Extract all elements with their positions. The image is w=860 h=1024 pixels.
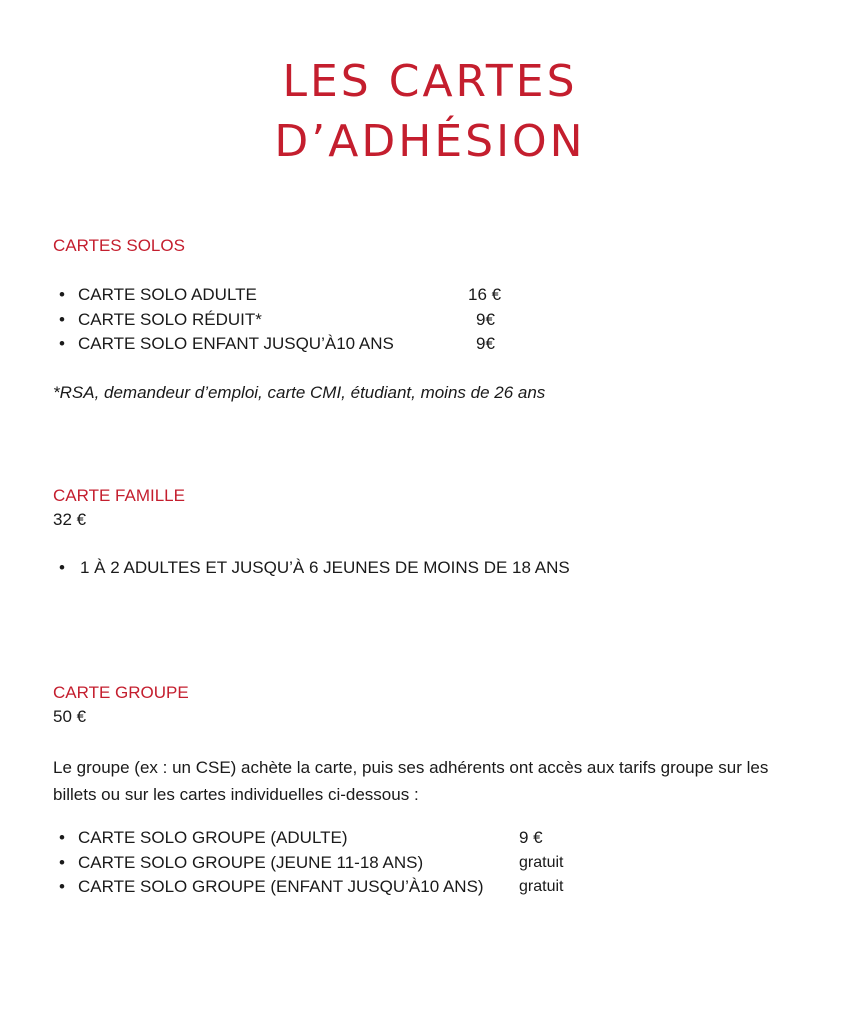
bullet-icon: •	[59, 334, 65, 353]
bullet-icon: •	[59, 309, 65, 329]
card-label: 1 À 2 ADULTES ET JUSQU’À 6 JEUNES DE MOINS DE 18 ANS	[80, 558, 570, 577]
card-price: 9€	[476, 309, 495, 329]
solos-footnote: *RSA, demandeur d’emploi, carte CMI, étudiant, moins de 26 ans	[53, 383, 546, 402]
card-label: CARTE SOLO GROUPE (ADULTE)	[78, 828, 348, 847]
famille-price: 32 €	[53, 510, 87, 529]
groupe-price: 50 €	[53, 707, 87, 726]
page-title-line-1: LES CARTES	[282, 56, 578, 107]
section-heading-groupe: CARTE GROUPE	[53, 683, 189, 702]
card-price: 16 €	[468, 285, 502, 304]
card-price: gratuit	[519, 878, 564, 895]
card-label: CARTE SOLO RÉDUIT*	[78, 309, 262, 329]
section-heading-famille: CARTE FAMILLE	[53, 486, 185, 505]
page-title	[0, 52, 860, 172]
card-price: gratuit	[519, 853, 564, 871]
groupe-description: Le groupe (ex : un CSE) achète la carte, puis ses adhérents ont accès aux tarifs groupe sur les billets ou sur les cartes individuelles ci-dessous :	[53, 758, 769, 804]
card-price: 9€	[476, 334, 495, 353]
card-label: CARTE SOLO ENFANT JUSQU’À10 ANS	[78, 334, 394, 353]
bullet-icon: •	[59, 852, 65, 872]
card-label: CARTE SOLO GROUPE (ENFANT JUSQU’À10 ANS)	[78, 877, 484, 896]
card-label: CARTE SOLO ADULTE	[78, 285, 257, 304]
card-price: 9 €	[519, 828, 543, 847]
bullet-icon: •	[59, 285, 65, 304]
page-title-line-2: D’ADHÉSION	[274, 116, 586, 167]
card-label: CARTE SOLO GROUPE (JEUNE 11-18 ANS)	[78, 852, 424, 872]
bullet-icon: •	[59, 877, 65, 896]
bullet-icon: •	[59, 558, 65, 577]
bullet-icon: •	[59, 828, 65, 847]
section-heading-solos: CARTES SOLOS	[53, 236, 185, 255]
